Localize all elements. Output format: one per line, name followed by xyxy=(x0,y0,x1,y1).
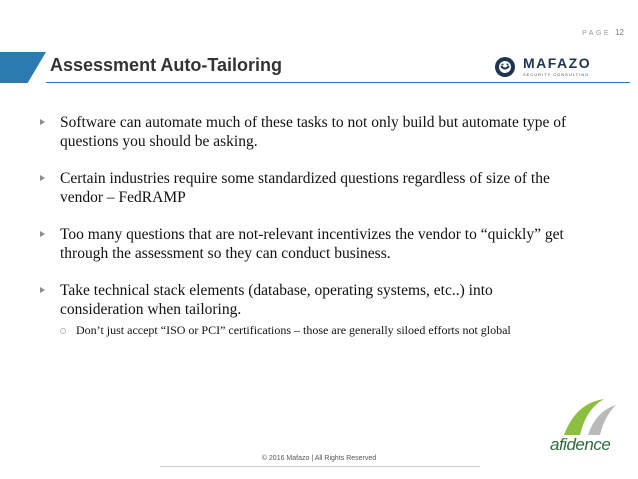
page-label-text: PAGE xyxy=(582,30,612,37)
title-banner-accent xyxy=(0,52,46,83)
afidence-logo xyxy=(546,395,626,455)
bullet-item xyxy=(40,113,580,151)
bullet-text: Take technical stack elements (database, operating systems, etc..) into consideration when tailoring. xyxy=(60,282,493,318)
footer-copyright: © 2016 Mafazo | All Rights Reserved xyxy=(261,455,377,462)
bullet-arrow-icon xyxy=(40,175,45,181)
afidence-logo-name: afidence xyxy=(550,435,611,454)
page-number: 12 xyxy=(615,28,624,37)
bullet-item xyxy=(40,281,580,319)
bullet-text: Certain industries require some standardized questions regardless of size of the vendor – FedRAMP xyxy=(60,170,550,206)
mafazo-logo-tagline: SECURITY CONSULTING xyxy=(523,72,590,77)
mafazo-logo xyxy=(493,55,593,81)
bullet-arrow-icon xyxy=(40,231,45,237)
title-underline xyxy=(46,82,630,83)
mafazo-logo-icon xyxy=(493,55,517,79)
bullet-arrow-icon xyxy=(40,287,45,293)
bullet-text: Too many questions that are not-relevant incentivizes the vendor to “quickly” get through the assessment so they can conduct business. xyxy=(60,226,564,262)
bullet-text: Software can automate much of these tasks to not only build but automate type of questions you should be asking. xyxy=(60,114,567,150)
sub-bullet-text: Don’t just accept “ISO or PCI” certifications – those are generally siloed efforts not global xyxy=(76,323,511,337)
afidence-logo-swoosh-icon xyxy=(546,395,626,437)
bullet-item xyxy=(40,169,580,207)
page-label xyxy=(582,28,624,37)
bullet-arrow-icon xyxy=(40,119,45,125)
footer-divider xyxy=(160,466,480,467)
mafazo-logo-name: MAFAZO xyxy=(523,55,592,71)
bullet-list xyxy=(40,113,580,338)
slide-title: Assessment Auto-Tailoring xyxy=(50,55,283,75)
sub-bullet-circle-icon xyxy=(60,328,66,334)
bullet-item xyxy=(40,225,580,263)
sub-bullet-item xyxy=(60,322,580,338)
